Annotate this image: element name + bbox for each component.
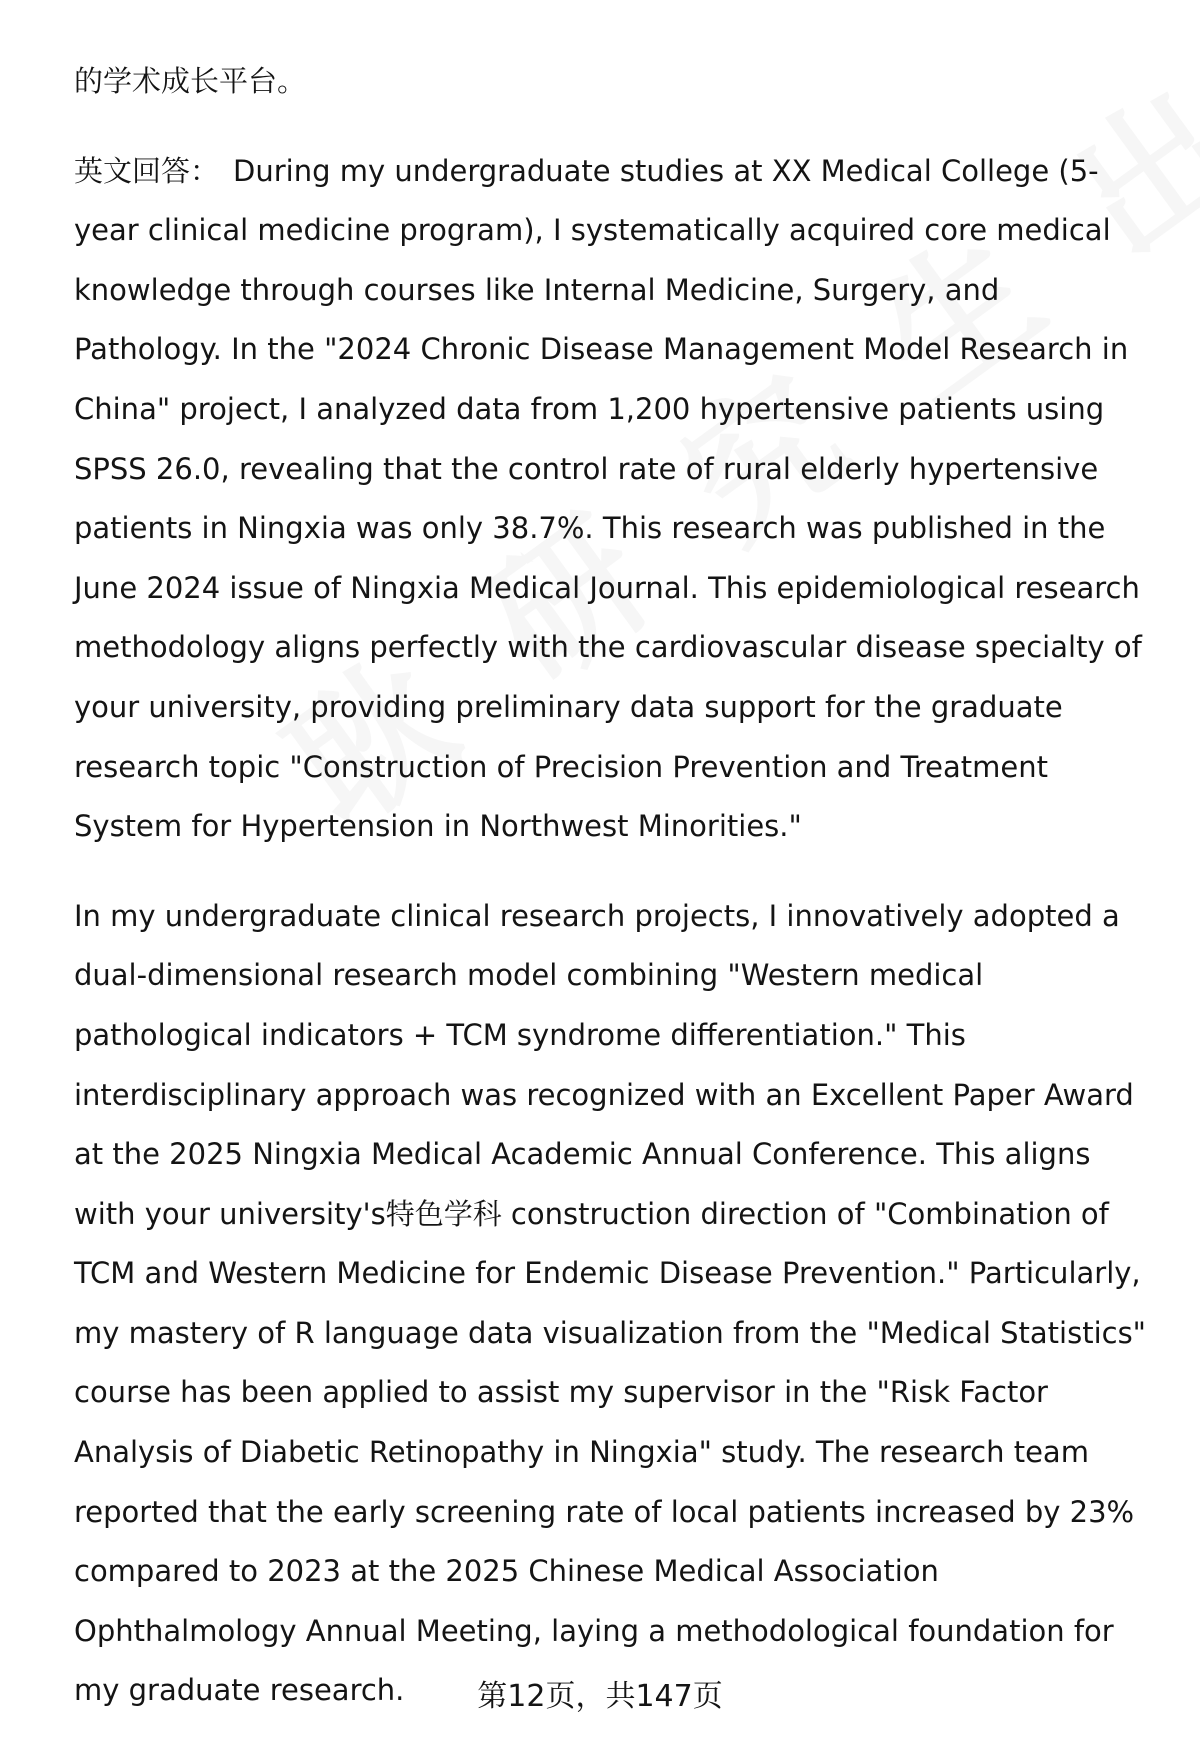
document-page — [74, 52, 1154, 1721]
paragraph-1-text: During my undergraduate studies at XX Medical College (5-year clinical medicine program), I systematically acquired core medical knowledge through courses like Internal Medicine, Surgery, and Pathology. In the "2024 Chronic Disease Management Model Research in China" project, I analyzed data from 1,200 hypertensive patients using SPSS 26.0, revealing that the control rate of rural elderly hypertensive patients in Ningxia was only 38.7%. This research was published in the June 2024 issue of Ningxia Medical Journal. This epidemiological research methodology aligns perfectly with the cardiovascular disease specialty of your university, providing preliminary data support for the graduate research topic "Construction of Precision Prevention and Treatment System for Hypertension in Northwest Minorities." — [74, 153, 1142, 844]
answer-paragraph-2: In my undergraduate clinical research projects, I innovatively adopted a dual-dimensional research model combining "Western medical pathological indicators + TCM syndrome differentiation." This interdisciplinary approach was recognized with an Excellent Paper Award at the 2025 Ningxia Medical Academic Annual Conference. This aligns with your university's特色学科 construction direction of "Combination of TCM and Western Medicine for Endemic Disease Prevention." Particularly, my mastery of R language data visualization from the "Medical Statistics" course has been applied to assist my supervisor in the "Risk Factor Analysis of Diabetic Retinopathy in Ningxia" study. The research team reported that the early screening rate of local patients increased by 23% compared to 2023 at the 2025 Chinese Medical Association Ophthalmology Annual Meeting, laying a methodological foundation for my graduate research. — [74, 898, 1147, 1708]
page-indicator: 第12页，共147页 — [477, 1679, 723, 1714]
intro-line: 的学术成长平台。 — [74, 64, 307, 98]
answer-label: 英文回答： — [74, 153, 220, 188]
answer-paragraph-1 — [74, 142, 1154, 857]
